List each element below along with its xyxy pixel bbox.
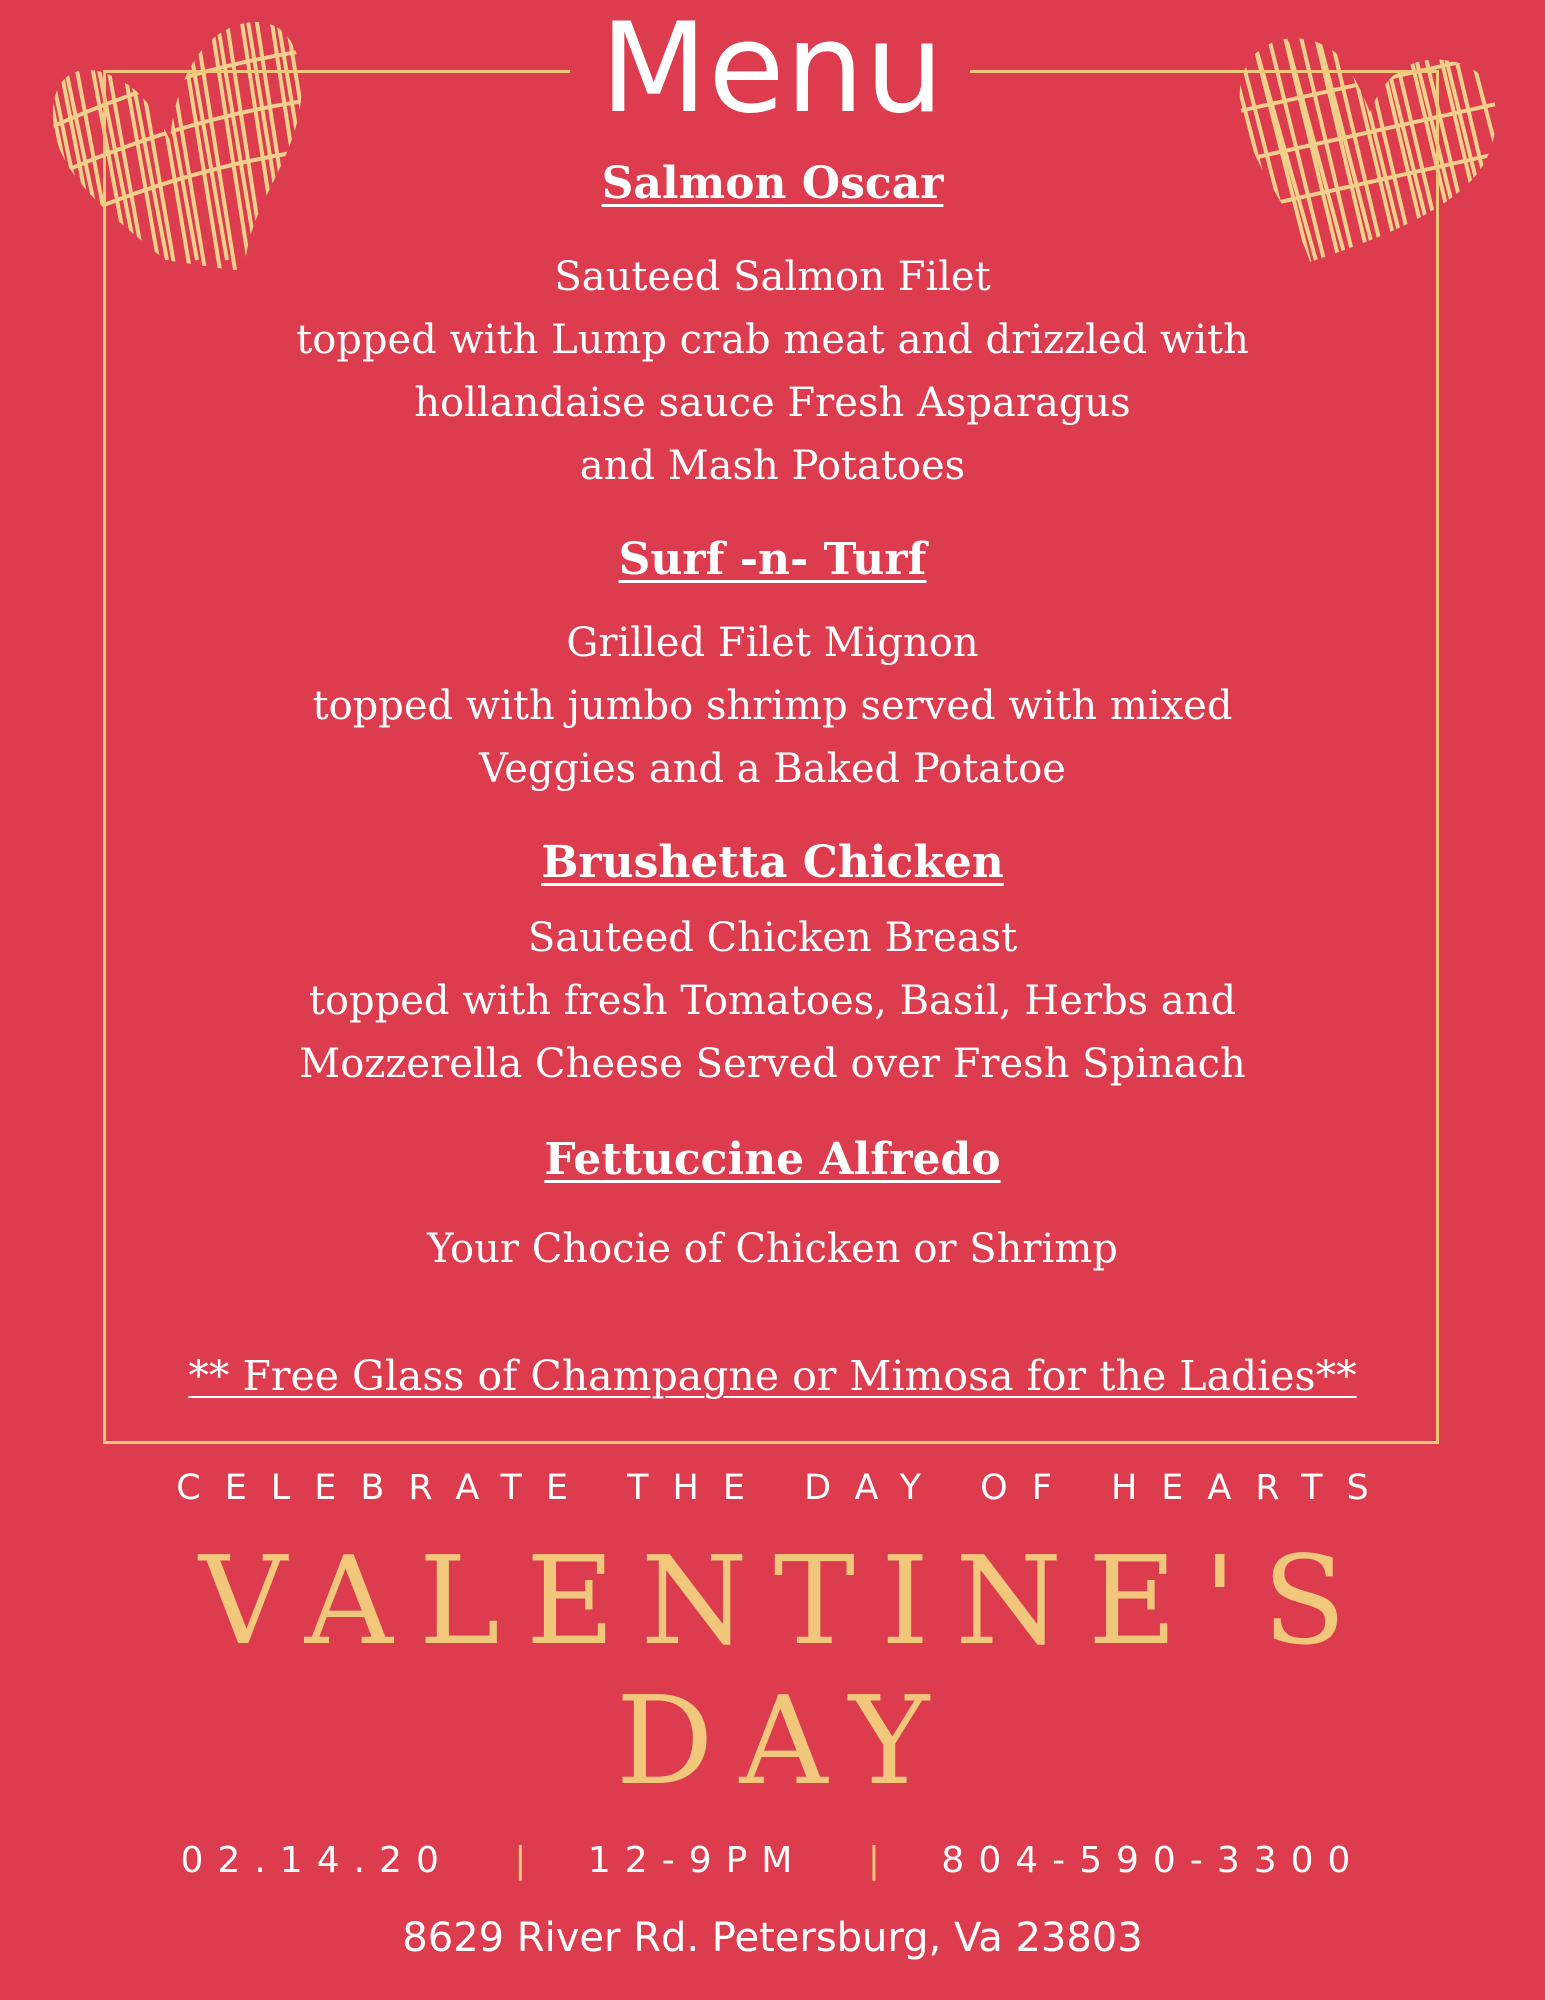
description-line: topped with Lump crab meat and drizzled with <box>296 317 1249 363</box>
event-address: 8629 River Rd. Petersburg, Va 23803 <box>402 1915 1143 1961</box>
description-line: Veggies and a Baked Potatoe <box>479 746 1066 792</box>
event-hours: 12-9PM <box>587 1840 807 1881</box>
description-line: topped with jumbo shrimp served with mixed <box>312 683 1233 729</box>
event-date: 02.14.20 <box>180 1840 453 1881</box>
dish-description <box>0 1218 1545 1281</box>
promo-text: ** Free Glass of Champagne or Mimosa for the Ladies** <box>188 1352 1357 1400</box>
menu-title: Menu <box>600 0 945 141</box>
description-line: Mozzerella Cheese Served over Fresh Spinach <box>299 1041 1246 1087</box>
dish-title-surf-n-turf: Surf -n- Turf <box>618 534 927 585</box>
dish-title-brushetta-chicken: Brushetta Chicken <box>541 837 1004 888</box>
description-line: topped with fresh Tomatoes, Basil, Herbs and <box>308 978 1237 1024</box>
description-line: and Mash Potatoes <box>579 443 966 489</box>
dish-title-salmon-oscar: Salmon Oscar <box>601 158 944 209</box>
event-phone: 804-590-3300 <box>941 1840 1365 1881</box>
dish-description <box>0 246 1545 498</box>
separator: | <box>514 1840 527 1881</box>
dish-description <box>0 612 1545 801</box>
event-title-line2: DAY <box>615 1670 956 1812</box>
description-line: Sauteed Chicken Breast <box>527 915 1018 961</box>
dish-description <box>0 907 1545 1096</box>
tagline: CELEBRATE THE DAY OF HEARTS <box>176 1468 1393 1508</box>
dish-title-fettuccine-alfredo: Fettuccine Alfredo <box>544 1134 1001 1185</box>
description-line: hollandaise sauce Fresh Asparagus <box>414 380 1131 426</box>
description-line: Sauteed Salmon Filet <box>554 254 991 300</box>
event-title-line1: VALENTINE'S <box>198 1530 1373 1672</box>
event-info-row <box>0 1840 1545 1881</box>
separator: | <box>867 1840 880 1881</box>
description-line: Grilled Filet Mignon <box>566 620 979 666</box>
description-line: Your Chocie of Chicken or Shrimp <box>427 1226 1118 1272</box>
